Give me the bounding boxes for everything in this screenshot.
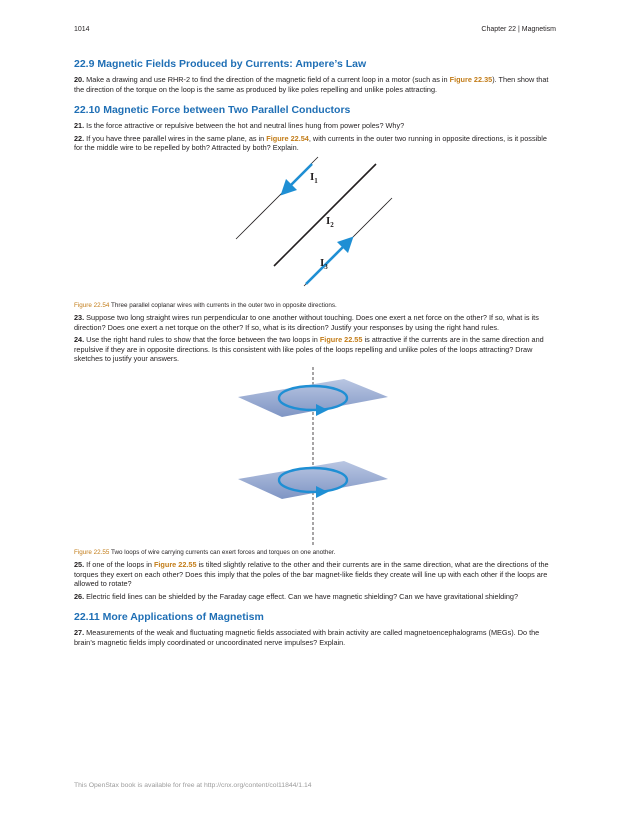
caption-text: Two loops of wire carrying currents can exert forces and torques on one another. [109,548,336,556]
question-20 [74,75,556,94]
question-text: , with currents in the outer two running in opposite directions, is it possible for the middle wire to be repelled by both? Attracted by both? Explain. [74,133,547,153]
figure-label: Figure 22.54 [74,301,110,309]
section-heading-22-11: 22.11 More Applications of Magnetism [74,611,264,624]
figure-link-22-55[interactable]: Figure 22.55 [319,335,363,345]
question-number: 22. [74,133,85,143]
figure-link-22-55[interactable]: Figure 22.55 [153,559,197,569]
current-loops-diagram [74,367,556,545]
question-text: Use the right hand rules to show that the force between the two loops in [84,335,320,345]
question-27 [74,628,556,647]
question-text: is attractive if the currents are in the same direction and repulsive if they are in opposite directions. Is this consistent with like poles of the loops repelling and unlike poles of the loops attracting? Draw sketches to justify your answers. [74,335,544,364]
question-text: is tilted slightly relative to the other and their currents are in the same direction, what are the directions of the torques they exert on each other? Does this imply that the poles of the bar magnet-like fields they create will line up with each other if the loops are allowed to rotate? [74,559,549,589]
question-number: 20. [74,75,85,84]
question-26 [74,592,556,602]
question-text: Measurements of the weak and fluctuating magnetic fields associated with brain activity are called magnetoencephalograms (MEGs). Do the brain’s magnetic fields imply coordinated or uncoordinated nerve impulses? Explain. [74,628,540,647]
question-text: If you have three parallel wires in the same plane, as in [84,133,267,143]
question-number: 21. [74,121,85,131]
label-i2: $I_2$ [326,214,334,229]
question-number: 24. [74,335,85,345]
question-number: 27. [74,628,85,638]
figure-22-55 [74,367,556,545]
chapter-title: Chapter 22 | Magnetism [481,26,556,33]
figure-link-22-35[interactable]: Figure 22.35 [449,75,493,84]
question-text: Suppose two long straight wires run perpendicular to one another without touching. Does one exert a net force on the other? If so, what is its direction? Does one exert a net torque on the other? If so, what is its direction? Justify your responses by using the right hand rules. [74,312,539,332]
wire-2 [274,164,376,266]
page-content [74,58,556,651]
question-text: If one of the loops in [84,559,154,569]
figure-link-22-54[interactable]: Figure 22.54 [266,133,309,143]
question-number: 23. [74,312,85,322]
question-text: Is the force attractive or repulsive between the hot and neutral lines hung from power poles? Why? [84,121,405,131]
label-i3: $I_3$ [320,256,328,271]
figure-caption-22-54 [74,302,556,310]
section-heading-22-9: 22.9 Magnetic Fields Produced by Currents: Ampere’s Law [74,58,367,70]
footer-note: This OpenStax book is available for free at http://cnx.org/content/col11844/1.14 [74,782,312,789]
question-25 [74,560,556,589]
question-text: Electric field lines can be shielded by the Faraday cage effect. Can we have magnetic shielding? Can we have gravitational shielding? [84,591,519,601]
caption-text: Three parallel coplanar wires with currents in the outer two in opposite directions. [109,301,337,309]
question-24 [74,335,556,364]
question-21 [74,121,556,131]
figure-22-54 [74,156,556,298]
figure-caption-22-55 [74,549,556,557]
question-number: 25. [74,559,85,569]
plate-top [238,379,388,417]
question-text: Make a drawing and use RHR-2 to find the direction of the magnetic field of a current loop in a motor (such as in [84,75,450,84]
figure-label: Figure 22.55 [74,548,110,556]
page-number: 1014 [74,26,90,33]
question-number: 26. [74,591,85,601]
wire-1-current-arrow [286,164,312,190]
label-i1: $I_1$ [310,170,318,185]
question-23 [74,313,556,332]
section-heading-22-10: 22.10 Magnetic Force between Two Parallel Conductors [74,104,351,117]
parallel-wires-diagram [74,156,556,298]
question-22 [74,134,556,153]
question-text: ). Then show that the direction of the torque on the loop is the same as produced by like poles repelling and unlike poles attracting. [74,75,549,94]
